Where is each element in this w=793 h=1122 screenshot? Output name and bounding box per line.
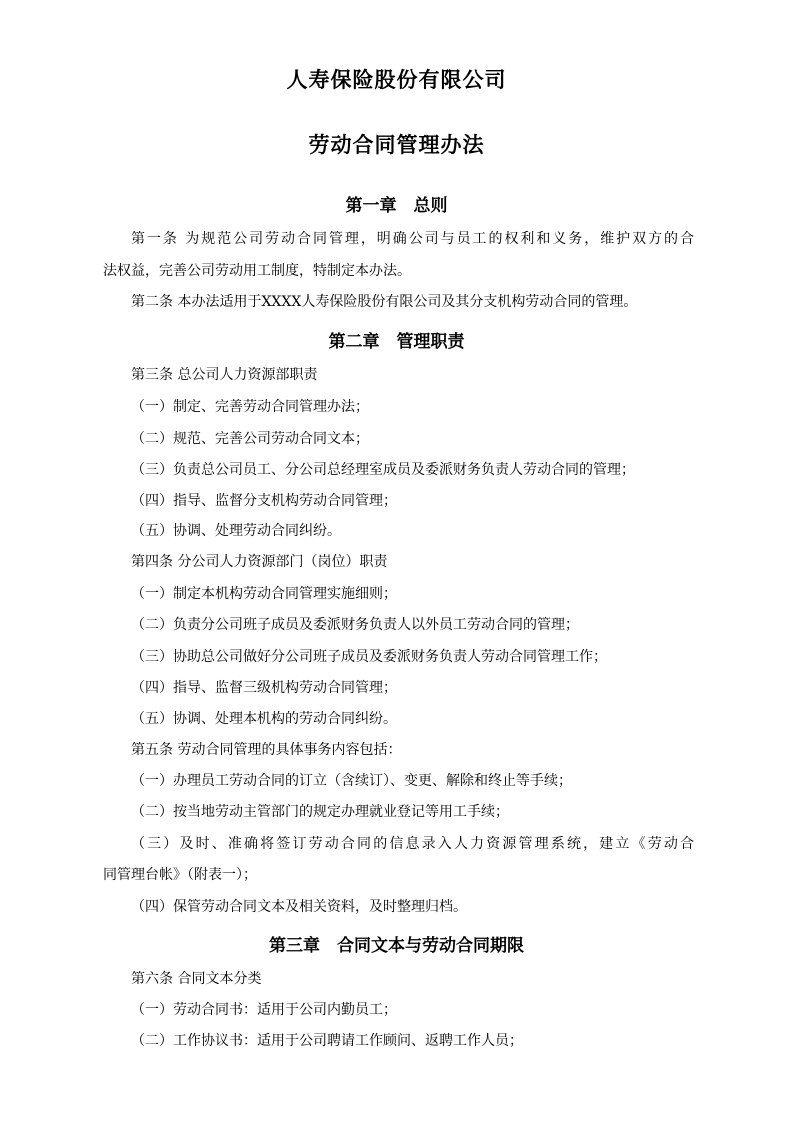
article-2: 第二条 本办法适用于XXXX人寿保险股份有限公司及其分支机构劳动合同的管理。 (131, 294, 638, 310)
article-3: 第三条 总公司人力资源部职责 (131, 367, 318, 383)
article-3-item-3: （三）负责总公司员工、分公司总经理室成员及委派财务负责人劳动合同的管理； (131, 462, 635, 478)
article-3-item-5: （五）协调、处理劳动合同纠纷。 (131, 523, 341, 539)
article-5-item-3-line-2: 同管理台帐》（附表一）； (103, 867, 257, 883)
article-5-item-1: （一）办理员工劳动合同的订立（含续订）、变更、解除和终止等手续； (131, 773, 572, 789)
chapter-3-heading: 第三章 合同文本与劳动合同期限 (269, 936, 524, 956)
company-title: 人寿保险股份有限公司 (286, 68, 507, 92)
document-title: 劳动合同管理办法 (308, 133, 485, 157)
article-5-item-4: （四）保管劳动合同文本及相关资料，及时整理归档。 (131, 899, 467, 915)
article-3-item-1: （一）制定、完善劳动合同管理办法； (131, 399, 369, 415)
article-5: 第五条 劳动合同管理的具体事务内容包括： (131, 742, 402, 758)
article-6-item-2: （二）工作协议书：适用于公司聘请工作顾问、返聘工作人员； (131, 1033, 523, 1049)
article-4-item-2: （二）负责分公司班子成员及委派财务负责人以外员工劳动合同的管理； (131, 617, 579, 633)
article-6-item-1: （一）劳动合同书：适用于公司内勤员工； (131, 1002, 397, 1018)
article-4: 第四条 分公司人力资源部门（岗位）职责 (131, 554, 388, 570)
article-1-line-2: 法权益，完善公司劳动用工制度，特制定本办法。 (103, 263, 411, 279)
article-3-item-4: （四）指导、监督分支机构劳动合同管理； (131, 493, 397, 509)
chapter-2-heading: 第二章 管理职责 (328, 332, 465, 352)
article-5-item-3-line-1: （三）及时、准确将签订劳动合同的信息录入人力资源管理系统，建立《劳动合 (131, 836, 694, 852)
article-4-item-5: （五）协调、处理本机构的劳动合同纠纷。 (131, 711, 397, 727)
article-4-item-4: （四）指导、监督三级机构劳动合同管理； (131, 680, 397, 696)
article-4-item-3: （三）协助总公司做好分公司班子成员及委派财务负责人劳动合同管理工作； (131, 649, 607, 665)
article-4-item-1: （一）制定本机构劳动合同管理实施细则； (131, 586, 397, 602)
article-1-line-1: 第一条 为规范公司劳动合同管理，明确公司与员工的权利和义务，维护双方的合 (131, 231, 694, 247)
article-5-item-2: （二）按当地劳动主管部门的规定办理就业登记等用工手续； (131, 804, 509, 820)
article-6: 第六条 合同文本分类 (131, 971, 262, 987)
article-3-item-2: （二）规范、完善公司劳动合同文本； (131, 431, 369, 447)
chapter-1-heading: 第一章 总则 (345, 196, 448, 216)
